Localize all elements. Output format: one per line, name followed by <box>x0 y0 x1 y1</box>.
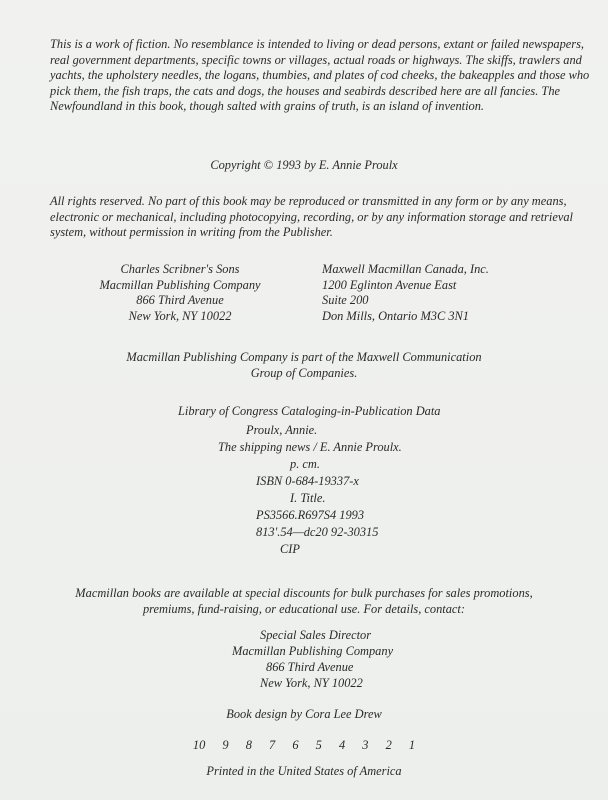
address-line: New York, NY 10022 <box>128 308 232 323</box>
disclaimer-text: This is a work of fiction. No resemblance is intended to living or dead persons, extant or failed newspapers, real government departments, specific towns or villages, actual roads or highways. The skiffs, trawlers and yachts, the upholstery needles, the logans, thumbies, and plates of cod cheeks, the bakeapples and those who pick them, the fish traps, the cats and dogs, the houses and seabirds described here are all fancies. The Newfoundland in this book, though salted with grains of truth, is an island of invention. <box>50 37 590 114</box>
cip-mark: CIP <box>280 542 300 556</box>
sales-contact <box>232 627 394 691</box>
contact-line: Macmillan Publishing Company <box>232 644 394 658</box>
printer-key-digit: 3 <box>362 738 369 752</box>
printer-key-digit: 10 <box>192 738 206 752</box>
bulk-line: premiums, fund-raising, or educational use. For details, contact: <box>142 601 465 616</box>
printer-key-digit: 2 <box>385 738 392 752</box>
cip-author: Proulx, Annie. <box>246 423 318 437</box>
address-line: 866 Third Avenue <box>136 293 224 308</box>
contact-line: 866 Third Avenue <box>266 660 354 674</box>
printed-in: Printed in the United States of America <box>206 764 402 778</box>
address-line: 1200 Eglinton Avenue East <box>322 277 457 292</box>
group-note-line: Group of Companies. <box>250 365 358 380</box>
cip-isbn: ISBN 0-684-19337-x <box>256 474 359 488</box>
address-line: Charles Scribner's Sons <box>120 262 240 276</box>
group-note-line: Macmillan Publishing Company is part of the Maxwell Communication <box>126 350 482 364</box>
contact-line: New York, NY 10022 <box>260 676 363 690</box>
cip-title-entry: I. Title. <box>290 491 326 505</box>
printer-key-digit: 8 <box>245 738 252 752</box>
address-line: Maxwell Macmillan Canada, Inc. <box>322 262 489 276</box>
cip-data <box>218 422 466 558</box>
printer-key <box>0 738 608 754</box>
bulk-line: Macmillan books are available at special discounts for bulk purchases for sales promotions, <box>75 586 533 600</box>
printer-key-digit: 4 <box>338 738 346 752</box>
fiction-disclaimer <box>50 37 590 115</box>
address-line: Macmillan Publishing Company <box>99 277 261 292</box>
cip-call-number: PS3566.R697S4 1993 <box>256 508 365 522</box>
cip-heading: Library of Congress Cataloging-in-Publication Data <box>178 404 441 418</box>
printer-key-digit: 9 <box>222 738 229 752</box>
printer-key-digit: 7 <box>269 738 276 752</box>
publisher-us-address <box>60 262 300 324</box>
contact-line: Special Sales Director <box>260 628 372 642</box>
printer-key-digit: 1 <box>408 738 416 752</box>
printer-key-digit: 5 <box>315 738 322 752</box>
cip-title: The shipping news / E. Annie Proulx. <box>218 440 402 454</box>
publisher-canada-address <box>322 262 518 324</box>
address-line: Suite 200 <box>322 293 369 308</box>
bulk-sales-note <box>0 586 608 617</box>
cip-pages: p. cm. <box>290 457 320 471</box>
group-note <box>0 350 608 381</box>
copyright-line: Copyright © 1993 by E. Annie Proulx <box>210 158 398 172</box>
rights-notice: All rights reserved. No part of this book may be reproduced or transmitted in any form or by any means, electronic or mechanical, including photocopying, recording, or by any information storage and retrieval system, without permission in writing from the Publisher. <box>50 194 573 240</box>
printer-key-digit: 6 <box>292 738 299 752</box>
book-design-credit: Book design by Cora Lee Drew <box>226 707 382 721</box>
cip-dewey: 813'.54—dc20 92-30315 <box>256 525 379 539</box>
address-line: Don Mills, Ontario M3C 3N1 <box>322 308 469 323</box>
